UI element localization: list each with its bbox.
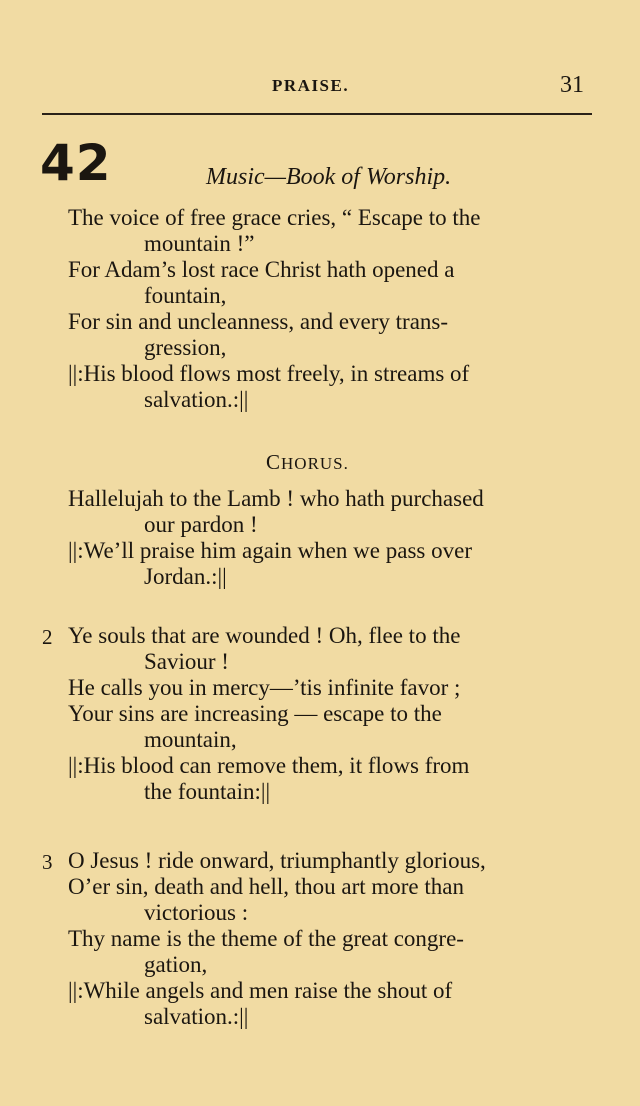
verse-line: Thy name is the theme of the great congre- <box>68 926 464 951</box>
verse-line: Ye souls that are wounded ! Oh, flee to the <box>68 623 461 648</box>
chorus-line: our pardon ! <box>144 512 258 537</box>
chorus-line: ||:We’ll praise him again when we pass over <box>68 538 472 563</box>
verse-line: He calls you in mercy—’tis infinite favor ; <box>68 675 461 700</box>
verse-line: fountain, <box>144 283 227 308</box>
header-rule <box>42 113 592 115</box>
chorus-heading-rest: HORUS. <box>281 454 349 473</box>
verse-line: victorious : <box>144 900 249 925</box>
verse-line: For sin and uncleanness, and every trans- <box>68 309 449 334</box>
chorus-heading <box>266 450 349 475</box>
verse-line: ||:His blood flows most freely, in streams of <box>68 361 470 386</box>
chorus-line: Hallelujah to the Lamb ! who hath purchased <box>68 486 484 511</box>
chorus-heading-initial: C <box>266 450 282 474</box>
verse-line: The voice of free grace cries, “ Escape to the <box>68 205 481 230</box>
verse-line: O Jesus ! ride onward, triumphantly glorious, <box>68 848 486 873</box>
verse-line: mountain, <box>144 727 237 752</box>
verse-line: O’er sin, death and hell, thou art more than <box>68 874 464 899</box>
verse-line: the fountain:|| <box>144 779 271 804</box>
verse-line: ||:His blood can remove them, it flows from <box>68 753 470 778</box>
verse-number: 2 <box>42 625 53 649</box>
section-title: PRAISE. <box>272 76 350 95</box>
verse-line: Your sins are increasing — escape to the <box>68 701 442 726</box>
running-head <box>0 72 640 102</box>
verse-line: gation, <box>144 952 208 977</box>
verse-line: salvation.:|| <box>144 1004 249 1029</box>
verse-line: For Adam’s lost race Christ hath opened a <box>68 257 455 282</box>
verse-line: salvation.:|| <box>144 387 249 412</box>
music-credit: Music—Book of Worship. <box>206 164 452 190</box>
verse-line: Saviour ! <box>144 649 229 674</box>
hymn-number: 42 <box>40 134 112 192</box>
verse-line: ||:While angels and men raise the shout of <box>68 978 453 1003</box>
verse-number: 3 <box>42 850 53 874</box>
chorus-line: Jordan.:|| <box>144 564 227 589</box>
page-number: 31 <box>560 72 584 98</box>
verse-line: mountain !” <box>144 231 255 256</box>
verse-line: gression, <box>144 335 227 360</box>
